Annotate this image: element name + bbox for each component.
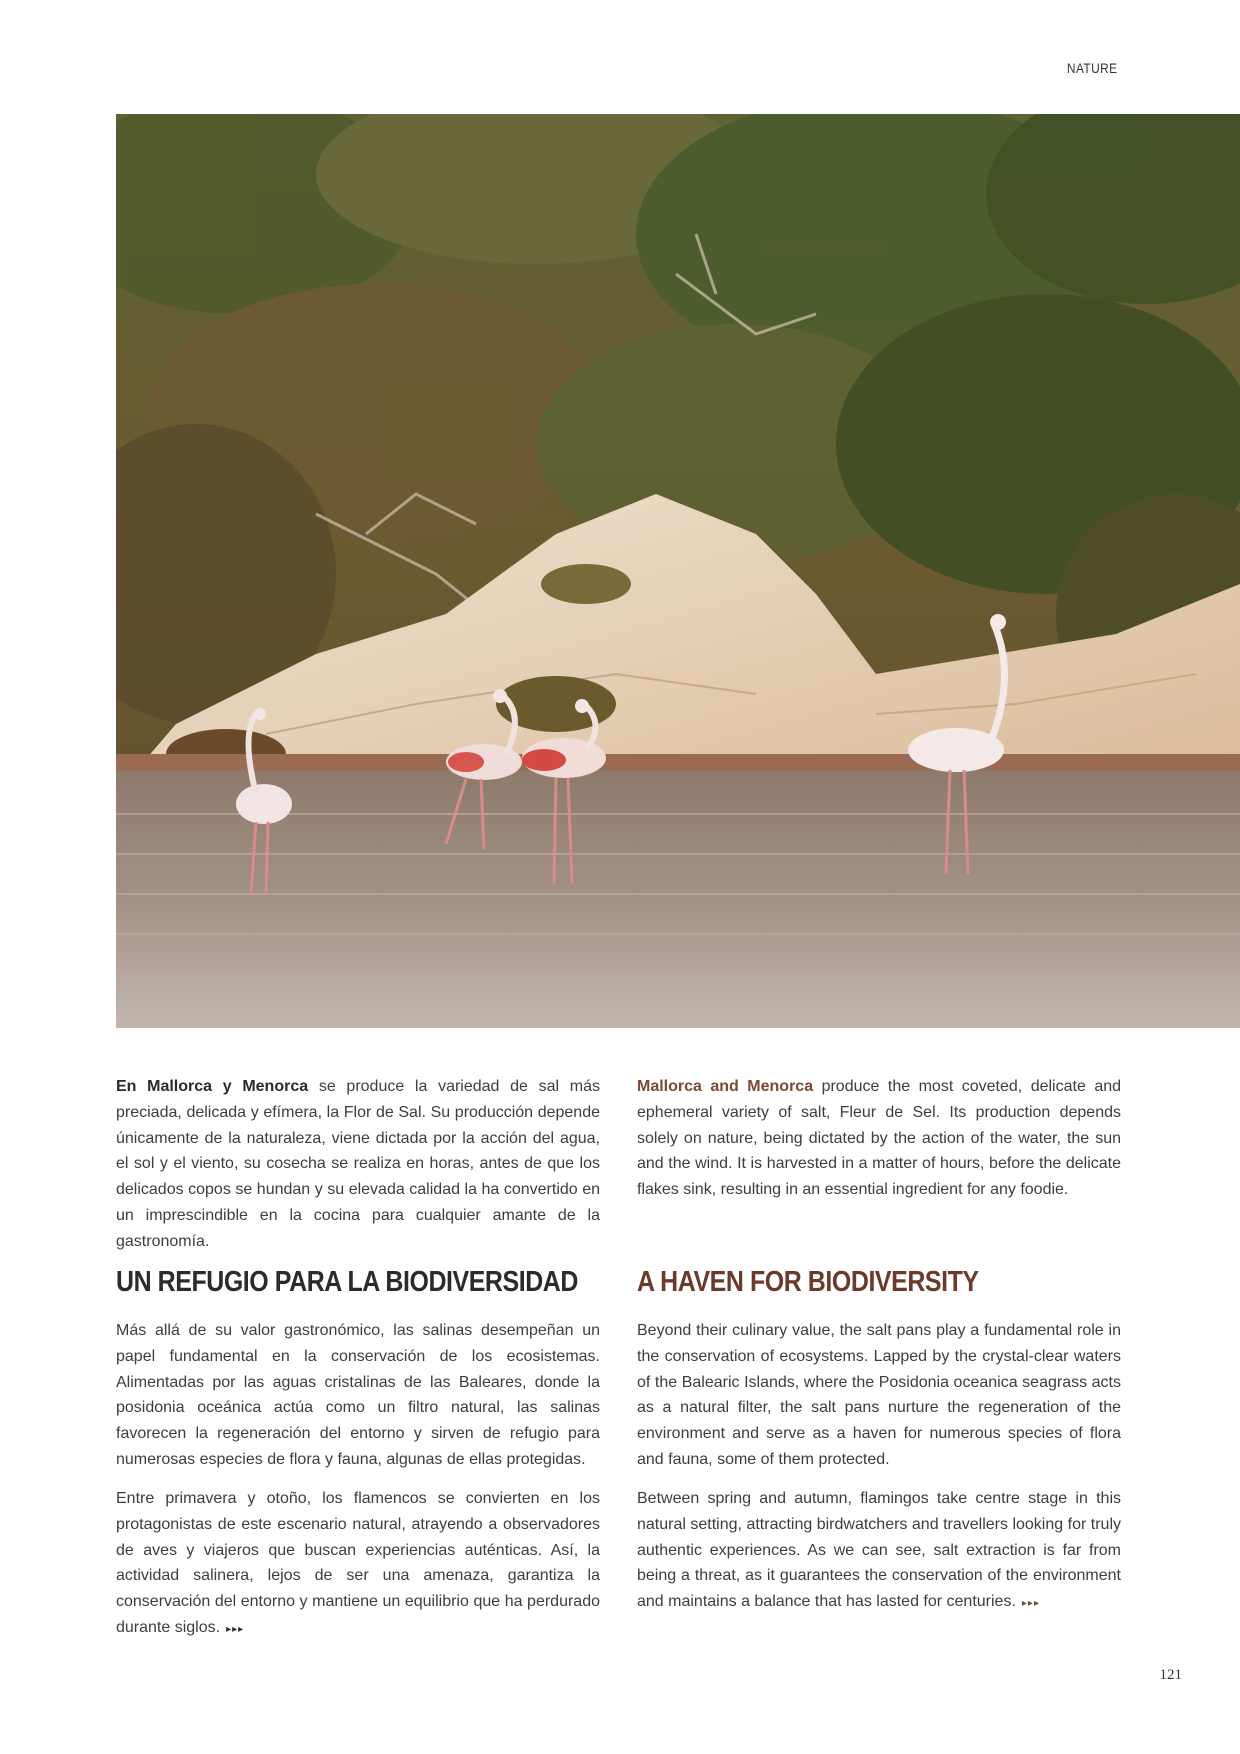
intro-text-en: produce the most coveted, delicate and ephemeral variety of salt, Fleur de Sel. Its production depends solely on nature, being dictated by the action of the water, the sun and the wind. It is harvested in a matter of hours, before the delicate flakes sink, resulting in an essential ingredient for any foodie. [637,1078,1122,1199]
section-heading-es: UN REFUGIO PARA LA BIODIVERSIDAD [116,1266,578,1298]
intro-paragraph-es [116,1074,600,1255]
body-paragraph-2-es [116,1486,600,1643]
intro-lead-en: Mallorca and Menorca [637,1078,814,1095]
body-paragraph-2-en [637,1486,1121,1617]
intro-lead-es: En Mallorca y Menorca [116,1078,309,1095]
body-paragraph-1-en [637,1318,1121,1473]
body-text-1-es: Más allá de su valor gastronómico, las salinas desempeñan un papel fundamental en la conservación de los ecosistemas. Alimentadas por las aguas cristalinas de las Baleares, donde la posidonia oceánica actúa como un filtro natural, las salinas favorecen la regeneración del entorno y sirven de refugio para numerosas especies de flora y fauna, algunas de ellas protegidas. [116,1322,600,1468]
continue-arrows-en: ▸▸▸ [1021,1598,1040,1610]
section-label: NATURE [1067,60,1118,76]
body-text-1-en: Beyond their culinary value, the salt pans play a fundamental role in the conservation of ecosystems. Lapped by the crystal-clear waters of the Balearic Islands, where the Posidonia oceanica seagrass acts as a natural filter, the salt pans nurture the regeneration of the environment and serve as a haven for numerous species of flora and fauna, some of them protected. [637,1322,1121,1468]
intro-paragraph-en [637,1074,1121,1203]
body-text-2-en: Between spring and autumn, flamingos take centre stage in this natural setting, attracting birdwatchers and travellers looking for truly authentic experiences. As we can see, salt extraction is far from being a threat, as it guarantees the conservation of the environment and maintains a balance that has lasted for centuries. [637,1490,1121,1611]
page-number: 121 [1159,1667,1182,1683]
body-text-2-es: Entre primavera y otoño, los flamencos se convierten en los protagonistas de este escenario natural, atrayendo a observadores de aves y viajeros que buscan experiencias auténticas. Así, la actividad salinera, lejos de ser una amenaza, garantiza la conservación del entorno y mantiene un equilibrio que ha perdurado durante siglos. [116,1490,600,1636]
continue-arrows-es: ▸▸▸ [226,1623,245,1635]
intro-text-es: se produce la variedad de sal más preciada, delicada y efímera, la Flor de Sal. Su producción depende únicamente de la naturaleza, viene dictada por la acción del agua, el sol y el viento, su cosecha se realiza en horas, antes de que los delicados copos se hundan y su elevada calidad la ha convertido en un imprescindible en la cocina para cualquier amante de la gastronomía. [116,1078,601,1250]
flamingo-photo [116,114,1240,1028]
body-paragraph-1-es [116,1318,600,1473]
section-heading-en: A HAVEN FOR BIODIVERSITY [637,1266,979,1298]
